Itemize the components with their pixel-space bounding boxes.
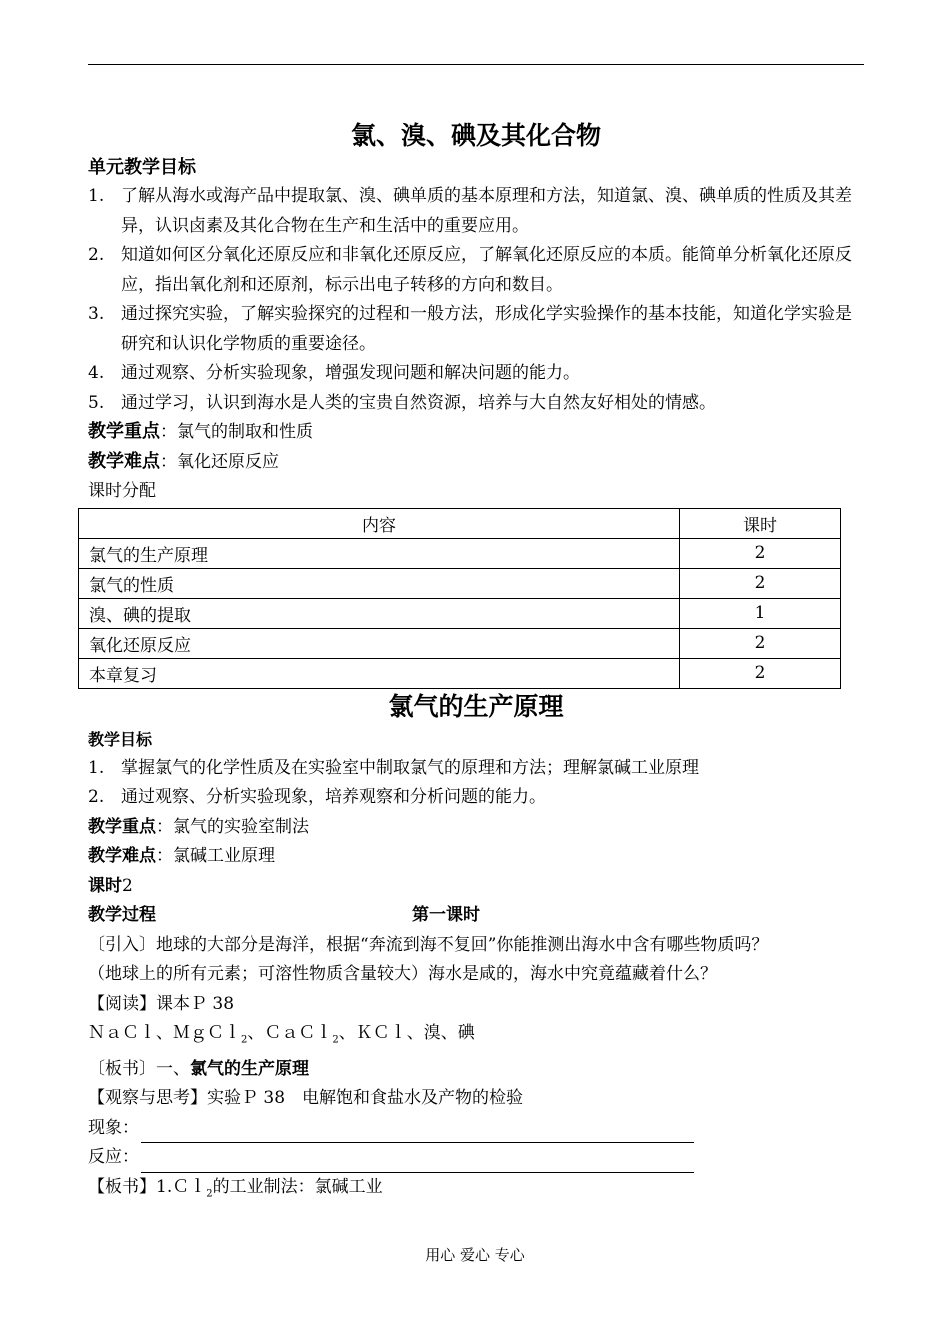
reaction-line: 反应： (88, 1143, 864, 1173)
salts-line: ＮａＣｌ、ＭｇＣｌ$_2$、ＣａＣｌ$_2$、ＫＣｌ、溴、碘 (88, 1023, 475, 1046)
intro-line-1: 〔引入〕地球的大部分是海洋，根据“奔流到海不复回”你能推测出海水中含有哪些物质吗？ (88, 934, 769, 955)
list-item: 5. 通过学习，认识到海水是人类的宝贵自然资源，培养与大自然友好相处的情感。 (88, 392, 716, 413)
list-item: 2. 知道如何区分氧化还原反应和非氧化还原反应，了解氧化还原反应的本质。能简单分析氧化还原反应，指出氧化剂和还原剂，标示出电子转移的方向和数目。 (88, 245, 852, 295)
board-line-1: 〔板书〕一、氯气的生产原理 (88, 1058, 309, 1079)
phenomenon-blank (141, 1122, 694, 1143)
section-goals-list (88, 754, 864, 813)
list-item: 3. 通过探究实验，了解实验探究的过程和一般方法，形成化学实验操作的基本技能，知道化学实验是研究和认识化学物质的重要途径。 (88, 304, 852, 354)
schedule-caption: 课时分配 (88, 481, 156, 501)
difficulty: 教学难点：氧化还原反应 (88, 450, 279, 472)
list-item: 1. 掌握氯气的化学性质及在实验室中制取氯气的原理和方法；理解氯碱工业原理 (88, 757, 699, 778)
table-row: 氯气的生产原理 2 (79, 538, 841, 568)
reaction-blank (141, 1152, 694, 1173)
process-row (88, 901, 864, 931)
schedule-table (78, 508, 841, 689)
lesson-hours: 课时2 (88, 875, 133, 896)
column-header-content: 内容 (79, 508, 680, 538)
phenomenon-line: 现象： (88, 1114, 864, 1144)
column-header-hours: 课时 (680, 508, 841, 538)
reading-line: 【阅读】课本Ｐ 38 (88, 993, 235, 1014)
table-row: 本章复习 2 (79, 658, 841, 688)
section-difficulty: 教学难点：氯碱工业原理 (88, 846, 275, 866)
first-lesson-label: 第一课时 (412, 905, 480, 925)
table-header-row (79, 508, 841, 538)
table-row: 氧化还原反应 2 (79, 628, 841, 658)
intro-line-2: （地球上的所有元素；可溶性物质含量较大）海水是咸的，海水中究竟蕴藏着什么？ (88, 964, 717, 984)
document-body (88, 118, 864, 1209)
list-item: 4. 通过观察、分析实验现象，增强发现问题和解决问题的能力。 (88, 363, 580, 383)
list-item: 2. 通过观察、分析实验现象，培养观察和分析问题的能力。 (88, 787, 546, 807)
page-title: 氯、溴、碘及其化合物 (350, 121, 601, 150)
table-row: 溴、碘的提取 1 (79, 598, 841, 628)
page-footer: 用心 爱心 专心 (425, 1246, 525, 1264)
header-rule (88, 64, 864, 65)
unit-goals-heading: 单元教学目标 (88, 157, 196, 178)
observe-line: 【观察与思考】实验Ｐ 38 电解饱和食盐水及产物的检验 (88, 1088, 524, 1109)
table-row: 氯气的性质 2 (79, 568, 841, 598)
key-point: 教学重点：氯气的制取和性质 (88, 421, 313, 442)
list-item: 1. 了解从海水或海产品中提取氯、溴、碘单质的基本原理和方法，知道氯、溴、碘单质的性质及其差异，认识卤素及其化合物在生产和生活中的重要应用。 (88, 186, 852, 236)
section-goals-heading: 教学目标 (88, 729, 153, 749)
board-line-2: 【板书】1.Ｃｌ$_2$的工业制法：氯碱工业 (88, 1176, 383, 1200)
unit-goals-list (88, 182, 864, 418)
section-title: 氯气的生产原理 (388, 691, 564, 721)
process-heading: 教学过程 (88, 905, 156, 925)
section-key-point: 教学重点：氯气的实验室制法 (88, 816, 309, 837)
